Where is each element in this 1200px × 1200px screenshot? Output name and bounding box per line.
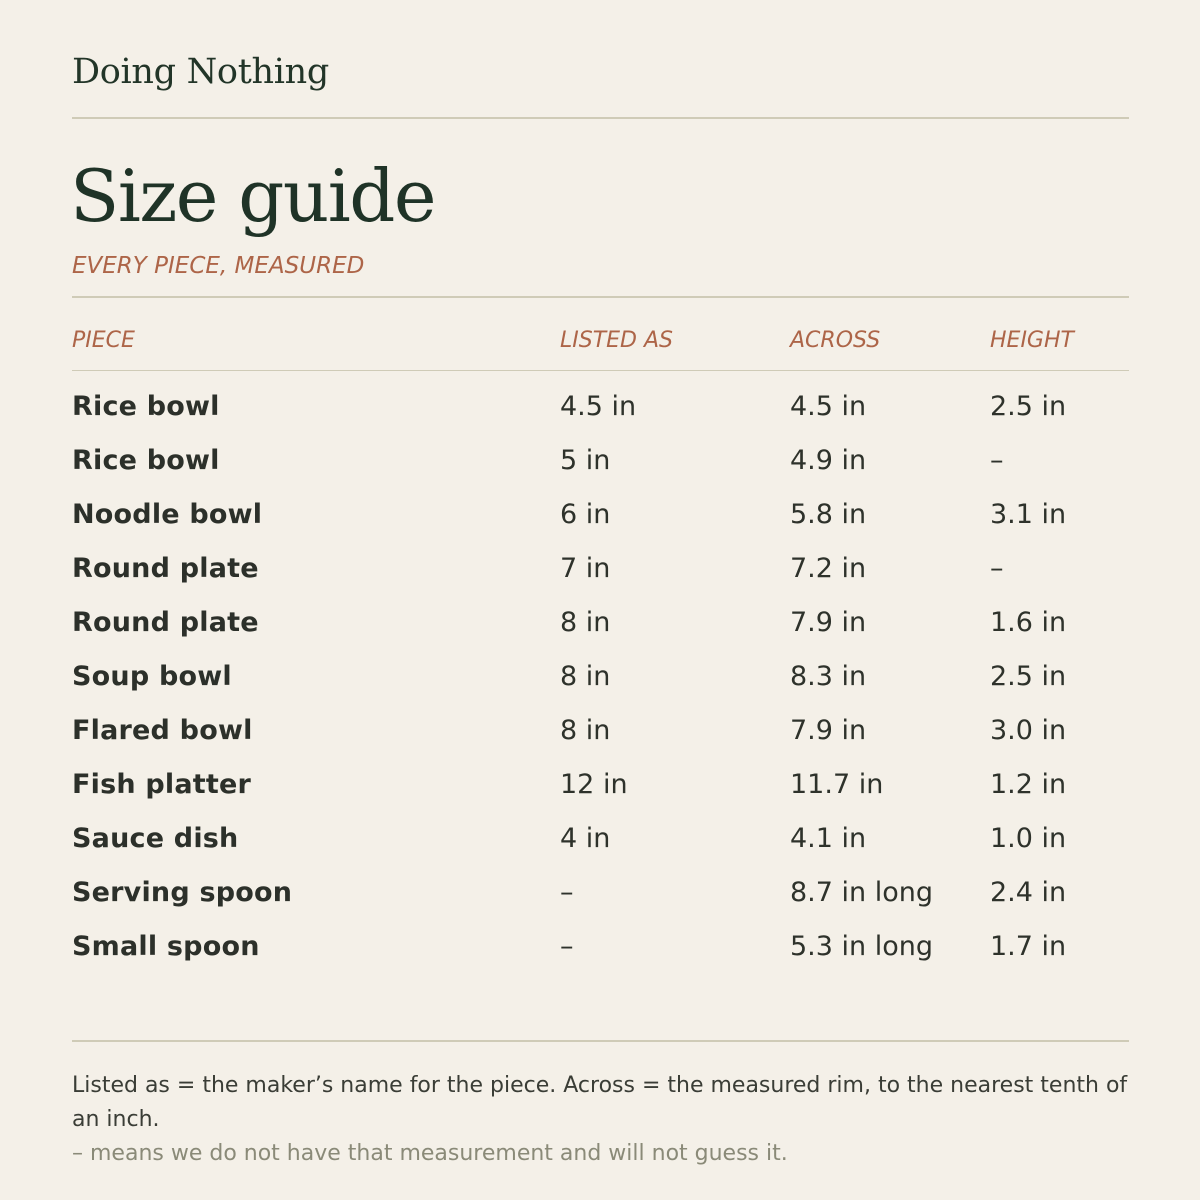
across-cell: 5.3 in long <box>790 931 933 962</box>
listed-as-cell: 12 in <box>560 769 628 800</box>
table-row <box>0 434 1200 488</box>
table-row <box>0 380 1200 434</box>
height-cell: 1.7 in <box>990 931 1067 962</box>
listed-as-cell: – <box>560 931 574 962</box>
piece-cell: Round plate <box>72 553 259 584</box>
across-cell: 5.8 in <box>790 499 867 530</box>
table-row <box>0 812 1200 866</box>
column-header-across: ACROSS <box>790 328 881 353</box>
height-cell: 1.6 in <box>990 607 1067 638</box>
across-cell: 7.9 in <box>790 715 867 746</box>
height-cell: 3.0 in <box>990 715 1067 746</box>
footer-divider <box>72 1040 1129 1042</box>
piece-cell: Soup bowl <box>72 661 232 692</box>
listed-as-cell: 4 in <box>560 823 611 854</box>
piece-cell: Rice bowl <box>72 445 220 476</box>
listed-as-cell: 4.5 in <box>560 391 637 422</box>
table-row <box>0 920 1200 974</box>
column-header-listed-as: LISTED AS <box>560 328 673 353</box>
listed-as-cell: 7 in <box>560 553 611 584</box>
across-cell: 4.9 in <box>790 445 867 476</box>
across-cell: 7.2 in <box>790 553 867 584</box>
height-cell: 3.1 in <box>990 499 1067 530</box>
across-cell: 4.1 in <box>790 823 867 854</box>
table-row <box>0 758 1200 812</box>
height-cell: 2.5 in <box>990 661 1067 692</box>
across-cell: 4.5 in <box>790 391 867 422</box>
height-cell: 1.0 in <box>990 823 1067 854</box>
header-divider <box>72 117 1129 119</box>
height-cell: 2.5 in <box>990 391 1067 422</box>
table-header-divider <box>72 370 1129 371</box>
column-header-height: HEIGHT <box>990 328 1074 353</box>
height-cell: 2.4 in <box>990 877 1067 908</box>
page-subtitle: EVERY PIECE, MEASURED <box>72 253 365 279</box>
piece-cell: Round plate <box>72 607 259 638</box>
table-body <box>0 380 1200 974</box>
piece-cell: Small spoon <box>72 931 260 962</box>
piece-cell: Sauce dish <box>72 823 239 854</box>
title-divider <box>72 296 1129 298</box>
piece-cell: Flared bowl <box>72 715 253 746</box>
across-cell: 7.9 in <box>790 607 867 638</box>
across-cell: 8.3 in <box>790 661 867 692</box>
table-row <box>0 542 1200 596</box>
table-row <box>0 488 1200 542</box>
column-header-piece: PIECE <box>72 328 135 353</box>
piece-cell: Serving spoon <box>72 877 293 908</box>
across-cell: 11.7 in <box>790 769 884 800</box>
brand-name: Doing Nothing <box>72 52 329 92</box>
piece-cell: Noodle bowl <box>72 499 263 530</box>
footnote-definitions: Listed as = the maker’s name for the piece. Across = the measured rim, to the nearest tenth of an inch. <box>72 1073 1128 1132</box>
table-row <box>0 866 1200 920</box>
listed-as-cell: 6 in <box>560 499 611 530</box>
listed-as-cell: 8 in <box>560 607 611 638</box>
table-row <box>0 650 1200 704</box>
listed-as-cell: – <box>560 877 574 908</box>
piece-cell: Rice bowl <box>72 391 220 422</box>
page-title: Size guide <box>70 154 435 238</box>
height-cell: 1.2 in <box>990 769 1067 800</box>
table-row <box>0 596 1200 650</box>
height-cell: – <box>990 445 1004 476</box>
table-row <box>0 704 1200 758</box>
height-cell: – <box>990 553 1004 584</box>
piece-cell: Fish platter <box>72 769 252 800</box>
footnote-missing: – means we do not have that measurement and will not guess it. <box>72 1141 788 1166</box>
listed-as-cell: 8 in <box>560 661 611 692</box>
listed-as-cell: 8 in <box>560 715 611 746</box>
listed-as-cell: 5 in <box>560 445 611 476</box>
across-cell: 8.7 in long <box>790 877 933 908</box>
